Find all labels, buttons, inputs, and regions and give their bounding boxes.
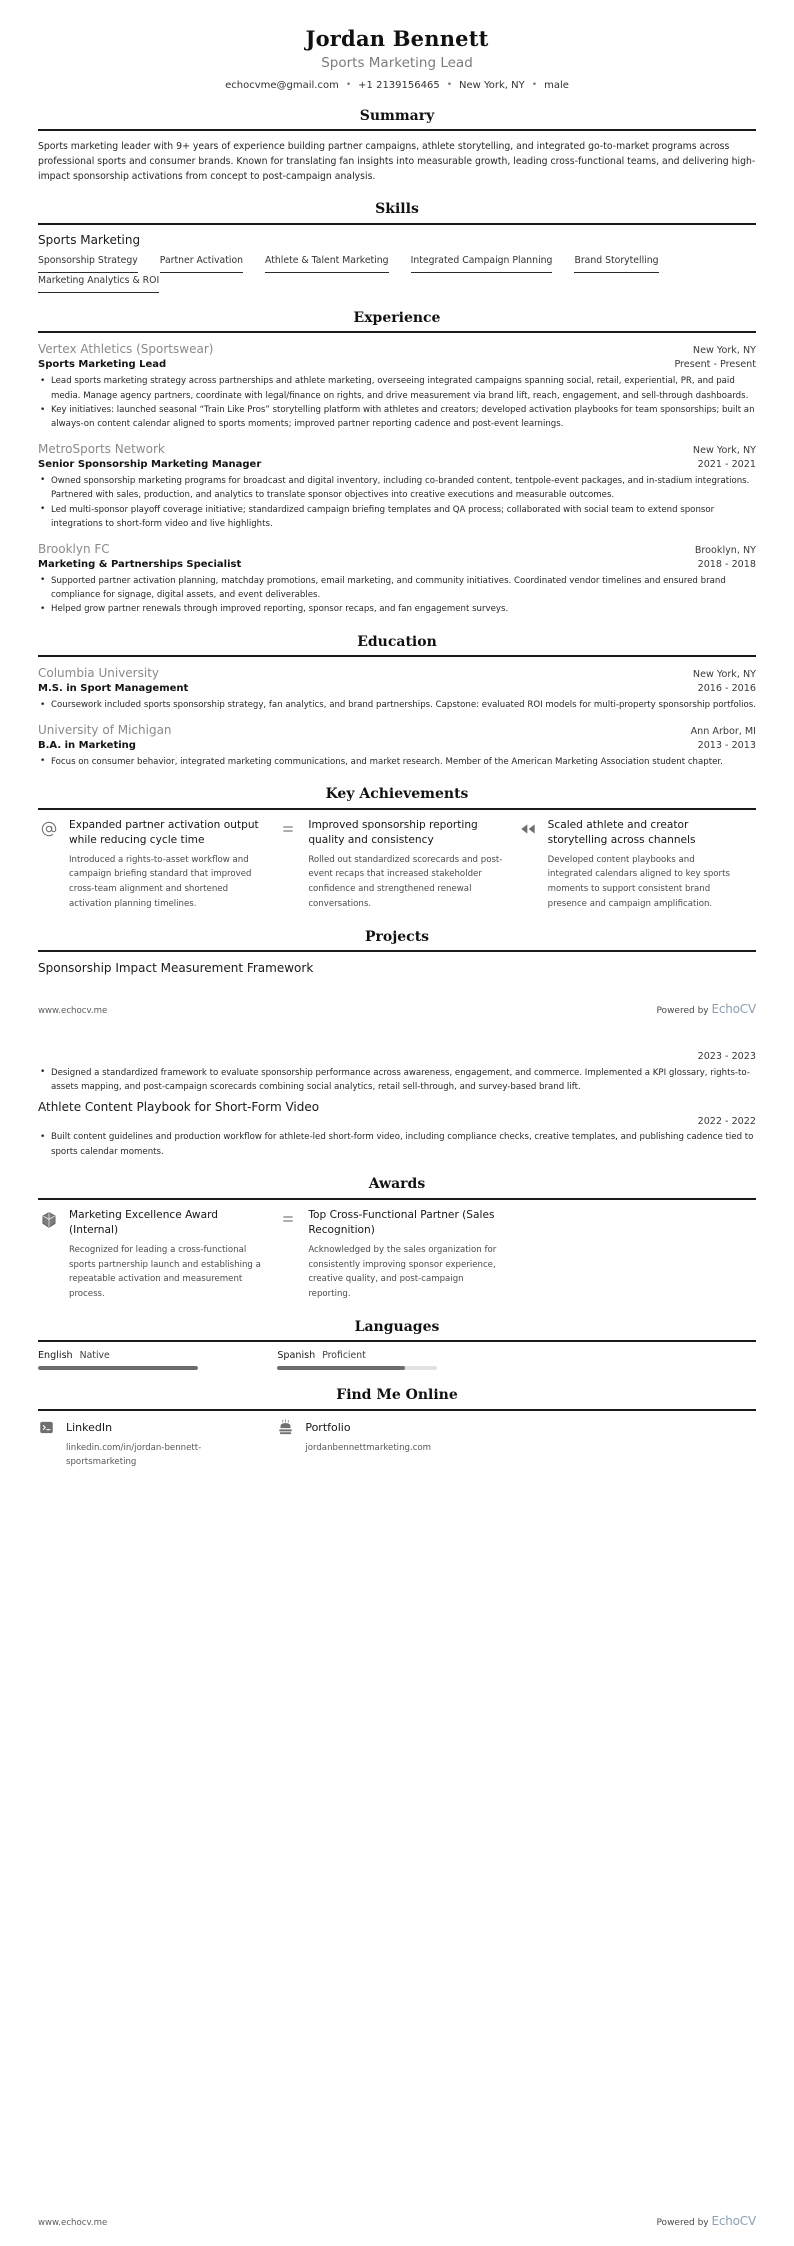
language-item <box>277 1350 516 1370</box>
section-divider <box>38 1340 756 1342</box>
achievement-title: Expanded partner activation output while reducing cycle time <box>69 818 259 846</box>
candidate-title: Sports Marketing Lead <box>321 55 473 72</box>
experience-bullets <box>38 574 756 617</box>
experience-role: Marketing & Partnerships Specialist <box>38 558 242 570</box>
section-languages <box>38 1319 756 1371</box>
terminal-icon <box>38 1419 55 1436</box>
education-location: New York, NY <box>692 669 756 681</box>
language-item <box>38 1350 277 1370</box>
language-name: Spanish <box>277 1350 316 1362</box>
skill-list <box>38 255 756 273</box>
award-card <box>277 1208 516 1302</box>
education-bullets <box>38 755 756 769</box>
project-dates: 2022 - 2022 <box>697 1115 756 1127</box>
experience-bullets <box>38 474 756 532</box>
language-proficiency-fill <box>277 1366 405 1370</box>
education-dates: 2016 - 2016 <box>697 683 756 695</box>
project-dates: 2023 - 2023 <box>697 1051 756 1063</box>
section-heading-links: Find Me Online <box>336 1387 458 1404</box>
section-experience <box>38 310 756 617</box>
contact-separator: • <box>345 80 352 91</box>
section-awards <box>38 1176 756 1302</box>
contact-line <box>38 80 756 91</box>
section-heading-skills: Skills <box>375 201 419 218</box>
candidate-name: Jordan Bennett <box>305 26 489 51</box>
link-item-empty <box>517 1419 756 1470</box>
footer-brand <box>656 1002 756 1016</box>
experience-bullets <box>38 374 756 432</box>
education-location: Ann Arbor, MI <box>690 725 756 737</box>
experience-location: New York, NY <box>692 444 756 456</box>
footer-site[interactable]: www.echocv.me <box>38 1006 108 1017</box>
achievement-card <box>277 818 516 912</box>
section-divider <box>38 1409 756 1411</box>
experience-location: Brooklyn, NY <box>694 544 756 556</box>
footer-powered-by: Powered by <box>656 2218 712 2228</box>
language-name: English <box>38 1350 73 1362</box>
bullet-item: • Designed a standardized framework to evaluate sponsorship performance across awareness, engagement, and commerce. Implemented a KPI glossary, rights-to-assets mapping, and post-campaign scorecards combining social analytics, retail sell-through, and survey-based brand lift. <box>38 1066 756 1095</box>
experience-role: Sports Marketing Lead <box>38 359 167 371</box>
award-title: Marketing Excellence Award (Internal) <box>69 1208 218 1236</box>
language-proficiency-fill <box>38 1366 198 1370</box>
section-heading-languages: Languages <box>354 1318 440 1335</box>
summary-text: Sports marketing leader with 9+ years of experience building partner campaigns, athlete storytelling, and integrated go-to-market programs across professional sports and consumer brands. Known for translating fan insights into measurable growth, leading cross-functional teams, and delivering high-impact sponsorship activations from concept to post-campaign analysis. <box>38 141 756 183</box>
skill-chip: Brand Storytelling <box>574 255 658 273</box>
section-projects <box>38 929 756 1159</box>
skill-chip: Partner Activation <box>160 255 243 273</box>
education-entry <box>38 665 756 712</box>
project-entry <box>38 960 756 1094</box>
footer-powered-by: Powered by <box>656 1006 712 1017</box>
link-url[interactable]: linkedin.com/in/jordan-bennett-sportsmarketing <box>66 1442 202 1467</box>
resume-header <box>38 0 756 91</box>
experience-entry <box>38 441 756 532</box>
page-footer <box>38 2214 756 2228</box>
achievement-description: Introduced a rights-to-asset workflow and campaign briefing standard that improved cross-team alignment and shortened activation planning timelines. <box>69 854 252 909</box>
section-heading-achievements: Key Achievements <box>325 786 469 803</box>
bullet-item: • Focus on consumer behavior, integrated marketing communications, and market research. Member of the American Marketing Association student chapter. <box>38 755 756 769</box>
equals-lines-icon <box>277 818 299 912</box>
contact-location: New York, NY <box>459 79 525 91</box>
section-divider <box>38 808 756 810</box>
link-list <box>38 1419 756 1470</box>
footer-brand-name: EchoCV <box>711 2214 756 2228</box>
section-divider <box>38 950 756 952</box>
bullet-item: • Helped grow partner renewals through improved reporting, sponsor recaps, and fan engagement surveys. <box>38 602 756 616</box>
achievement-cards <box>38 818 756 912</box>
award-title: Top Cross-Functional Partner (Sales Recognition) <box>308 1208 495 1236</box>
language-item-empty <box>517 1350 756 1370</box>
section-find-me-online <box>38 1387 756 1469</box>
award-cards <box>38 1208 756 1302</box>
section-key-achievements <box>38 786 756 912</box>
bullet-item: • Owned sponsorship marketing programs for broadcast and digital inventory, including co-branded content, tentpole-event packages, and in-stadium integrations. Partnered with sales, production, and analytics to translate sponsor objectives into creative executions and measurable outcomes. <box>38 474 756 503</box>
bullet-item: • Coursework included sports sponsorship strategy, fan analytics, and brand partnerships. Capstone: evaluated ROI models for multi-property sponsorship portfolios. <box>38 698 756 712</box>
experience-dates: 2021 - 2021 <box>697 458 756 470</box>
contact-separator: • <box>446 80 453 91</box>
section-education <box>38 634 756 769</box>
footer-site[interactable]: www.echocv.me <box>38 2218 108 2228</box>
language-proficiency-bar <box>38 1366 198 1370</box>
contact-separator: • <box>531 80 538 91</box>
experience-entry <box>38 541 756 617</box>
award-card <box>38 1208 277 1302</box>
education-school: Columbia University <box>38 666 160 681</box>
section-divider <box>38 331 756 333</box>
link-item[interactable] <box>277 1419 516 1470</box>
language-list <box>38 1350 756 1370</box>
skill-chip: Integrated Campaign Planning <box>411 255 553 273</box>
experience-organization: MetroSports Network <box>38 441 165 456</box>
cake-icon <box>277 1419 294 1436</box>
page-footer-inline <box>38 1002 756 1016</box>
skill-list-row-2 <box>38 275 756 293</box>
skill-chip: Sponsorship Strategy <box>38 255 138 273</box>
skill-group-name: Sports Marketing <box>38 232 141 247</box>
award-description: Acknowledged by the sales organization for consistently improving sponsor experience, creative quality, and post-campaign reporting. <box>308 1244 497 1300</box>
experience-role: Senior Sponsorship Marketing Manager <box>38 458 262 470</box>
link-item[interactable] <box>38 1419 277 1470</box>
link-label: Portfolio <box>305 1420 351 1434</box>
language-level: Native <box>79 1350 110 1362</box>
experience-organization: Brooklyn FC <box>38 541 110 556</box>
achievement-title: Improved sponsorship reporting quality and consistency <box>308 818 478 846</box>
experience-entry <box>38 341 756 432</box>
project-bullets <box>38 1066 756 1095</box>
language-proficiency-bar <box>277 1366 437 1370</box>
achievement-title: Scaled athlete and creator storytelling across channels <box>547 818 696 846</box>
rewind-icon <box>517 818 539 912</box>
project-name: Athlete Content Playbook for Short-Form Video <box>38 1099 320 1114</box>
page-break-spacer <box>38 1016 756 1050</box>
at-sign-icon <box>38 818 60 912</box>
skill-chip: Marketing Analytics & ROI <box>38 275 159 293</box>
education-degree: B.A. in Marketing <box>38 739 136 751</box>
section-divider <box>38 223 756 225</box>
bullet-item: • Key initiatives: launched seasonal “Train Like Pros” storytelling platform with athletes and creators; developed activation playbooks for team sponsorships; built an always-on content calendar aligned to sports moments; improved partner reporting cadence and post-event learnings. <box>38 403 756 432</box>
award-card-empty <box>517 1208 756 1302</box>
link-url[interactable]: jordanbennettmarketing.com <box>305 1442 432 1453</box>
education-dates: 2013 - 2013 <box>697 739 756 751</box>
cube-icon <box>38 1208 60 1302</box>
section-heading-education: Education <box>357 633 437 650</box>
contact-email[interactable]: echocvme@gmail.com <box>225 79 339 91</box>
education-bullets <box>38 698 756 712</box>
project-bullets <box>38 1130 756 1159</box>
footer-brand-name: EchoCV <box>711 1002 756 1017</box>
education-entry <box>38 722 756 769</box>
section-divider <box>38 655 756 657</box>
section-summary <box>38 108 756 185</box>
section-divider <box>38 1198 756 1200</box>
footer-brand <box>656 2214 756 2228</box>
achievement-description: Developed content playbooks and integrated calendars aligned to key sports moments to support consistent brand presence and campaign amplification. <box>547 854 730 909</box>
experience-location: New York, NY <box>692 345 756 357</box>
project-name: Sponsorship Impact Measurement Framework <box>38 961 314 976</box>
section-heading-projects: Projects <box>364 928 430 945</box>
experience-organization: Vertex Athletics (Sportswear) <box>38 342 214 357</box>
bullet-item: • Led multi-sponsor playoff coverage initiative; standardized campaign briefing templates and QA process; collaborated with social team to extend sponsor integrations to short-form video and live highlights. <box>38 503 756 532</box>
experience-dates: 2018 - 2018 <box>697 558 756 570</box>
section-skills <box>38 201 756 292</box>
contact-gender: male <box>544 79 569 91</box>
project-entry <box>38 1099 756 1159</box>
bullet-item: • Supported partner activation planning, matchday promotions, email marketing, and community initiatives. Coordinated vendor timelines and ensured brand compliance for signage, digital assets, and event deliverables. <box>38 574 756 603</box>
language-level: Proficient <box>322 1350 366 1362</box>
link-label: LinkedIn <box>66 1420 113 1434</box>
bullet-item: • Built content guidelines and production workflow for athlete-led short-form video, including compliance checks, creative templates, and publishing cadence tied to sports calendar moments. <box>38 1130 756 1159</box>
award-description: Recognized for leading a cross-functional sports partnership launch and establishing a repeatable activation and measurement process. <box>69 1244 261 1300</box>
achievement-description: Rolled out standardized scorecards and post-event recaps that increased stakeholder confidence and strengthened renewal conversations. <box>308 854 503 909</box>
bullet-item: • Lead sports marketing strategy across partnerships and athlete marketing, overseeing integrated campaigns spanning social, retail, experiential, PR, and paid media. Manage agency partners, coordinate with legal/finance on rights, and drive measurement via brand lift, reach, engagement, and sell-through dashboards. <box>38 374 756 403</box>
achievement-card <box>517 818 756 912</box>
achievement-card <box>38 818 277 912</box>
equals-lines-icon <box>277 1208 299 1302</box>
section-heading-awards: Awards <box>368 1176 426 1193</box>
section-divider <box>38 129 756 131</box>
experience-dates: Present - Present <box>674 359 756 371</box>
education-degree: M.S. in Sport Management <box>38 683 189 695</box>
contact-phone[interactable]: +1 2139156465 <box>358 79 440 91</box>
skill-chip: Athlete & Talent Marketing <box>265 255 389 273</box>
section-heading-summary: Summary <box>359 107 435 124</box>
education-school: University of Michigan <box>38 722 172 737</box>
section-heading-experience: Experience <box>353 309 441 326</box>
